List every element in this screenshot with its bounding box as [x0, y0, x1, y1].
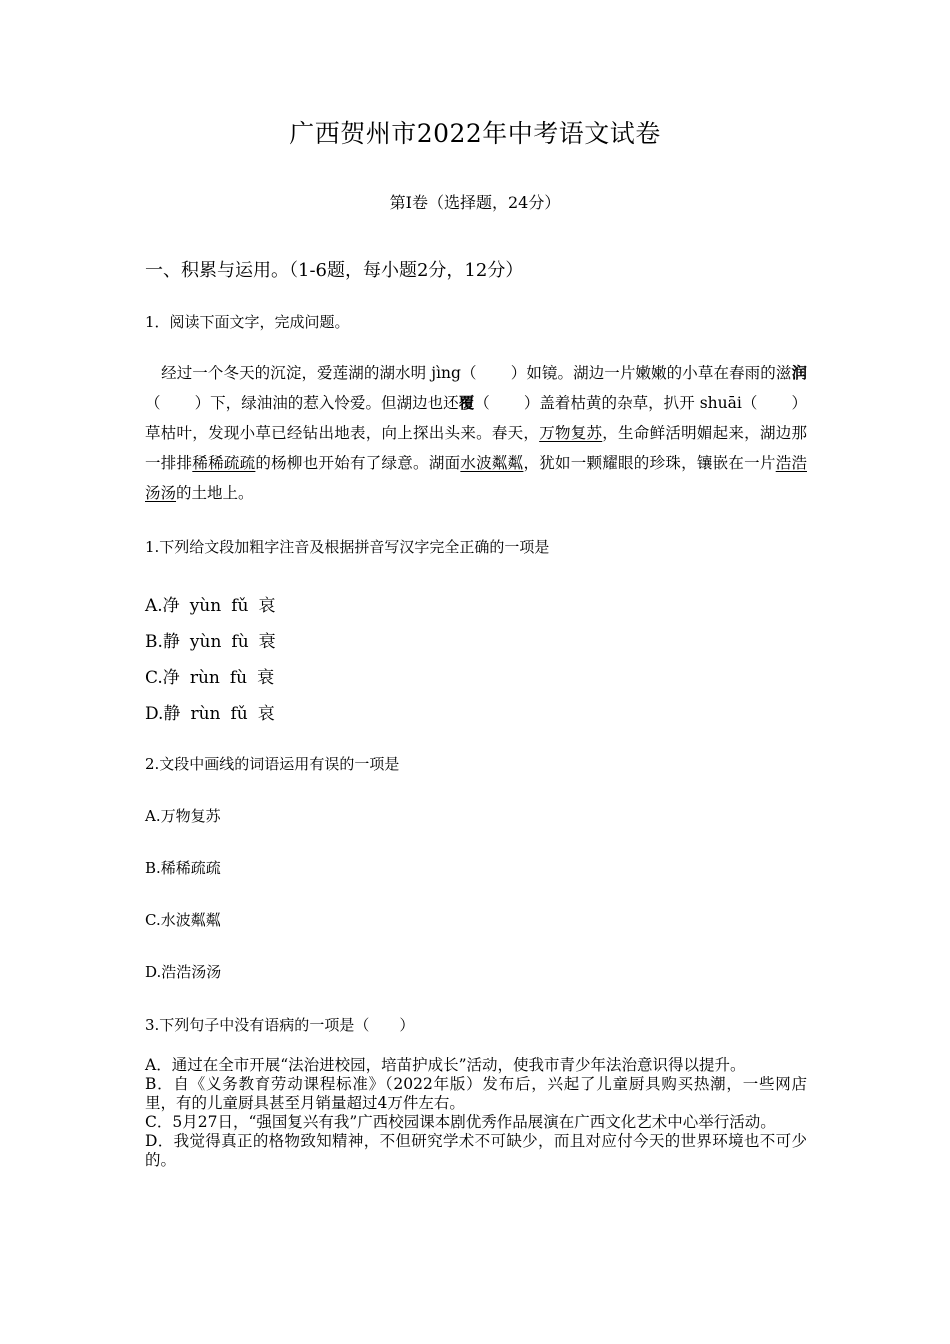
passage-text: （	[474, 394, 490, 412]
question-intro: 1．阅读下面文字，完成问题。	[145, 313, 350, 331]
bold-char: 覆	[458, 393, 475, 412]
reading-passage	[145, 358, 807, 508]
underlined-word: 万物复苏	[539, 424, 603, 442]
section-heading: 一、积累与运用。（1-6题，每小题2分，12分）	[145, 260, 524, 281]
option-pinyin: fǔ	[230, 704, 248, 724]
option-char: 衰	[257, 668, 275, 688]
question-2-option: D.浩浩汤汤	[145, 963, 222, 981]
passage-text: ，犹如一颗耀眼的珍珠，镶嵌在一片	[523, 454, 776, 472]
question-1-stem: 1.下列给文段加粗字注音及根据拼音写汉字完全正确的一项是	[145, 538, 550, 556]
question-3-stem: 3.下列句子中没有语病的一项是（ ）	[145, 1016, 415, 1034]
question-3-option: D．我觉得真正的格物致知精神，不但研究学术不可缺少，而且对应付今天的世界环境也不可少的。	[145, 1132, 807, 1169]
question-2-option: B.稀稀疏疏	[145, 859, 221, 877]
passage-text: 的杨柳也开始有了绿意。湖面	[255, 454, 461, 472]
option-char: 哀	[258, 596, 276, 616]
bold-char: 润	[791, 363, 807, 382]
passage-text: （	[145, 394, 161, 412]
question-1-option	[145, 663, 274, 688]
option-pinyin: yùn	[189, 632, 222, 652]
underlined-word: 稀稀疏疏	[192, 454, 256, 472]
question-2-option: A.万物复苏	[145, 807, 221, 825]
option-label: D.静	[145, 704, 181, 724]
passage-text: ）草枯叶，发现小草已经钻出地表，向上探出头来。春天，	[145, 394, 807, 442]
option-label: C.净	[145, 668, 180, 688]
option-pinyin: yùn	[189, 596, 222, 616]
question-3-option: B．自《义务教育劳动课程标准》（2022年版）发布后，兴起了儿童厨具购买热潮，一些网店里，有的儿童厨具甚至月销量超过4万件左右。	[145, 1075, 807, 1112]
question-1-option	[145, 699, 275, 724]
option-label: B.静	[145, 632, 180, 652]
question-3-option: C．5月27日，“强国复兴有我”广西校园课本剧优秀作品展演在广西文化艺术中心举行活动。	[145, 1113, 776, 1131]
option-char: 衰	[258, 632, 276, 652]
option-pinyin: fǔ	[231, 596, 249, 616]
question-3-options	[145, 1056, 807, 1170]
option-pinyin: fù	[231, 632, 249, 652]
option-char: 哀	[257, 704, 275, 724]
question-1-option	[145, 627, 276, 652]
page-subtitle: 第Ⅰ卷（选择题，24分）	[389, 193, 561, 212]
question-1-option	[145, 591, 275, 616]
option-label: A.净	[145, 596, 180, 616]
passage-text: ）如镜。湖边一片嫩嫩的小草在春雨的滋	[510, 364, 792, 382]
passage-text: ，生命鲜活明媚起来，湖边那一排排	[145, 424, 807, 472]
passage-text: ）下，绿油油的惹入怜爱。但湖边也还	[194, 394, 459, 412]
option-pinyin: rùn	[190, 704, 221, 724]
page-title: 广西贺州市2022年中考语文试卷	[289, 119, 661, 148]
passage-text: ）盖着枯黄的杂草，扒开 shuāi（	[523, 394, 758, 412]
underlined-word: 浩浩汤汤	[145, 454, 807, 502]
question-3-option: A．通过在全市开展“法治进校园，培苗护成长”活动，使我市青少年法治意识得以提升。	[145, 1056, 746, 1074]
underlined-word: 水波粼粼	[460, 454, 524, 472]
option-pinyin: fù	[229, 668, 248, 688]
question-2-option: C.水波粼粼	[145, 911, 221, 929]
option-pinyin: rùn	[189, 668, 220, 688]
passage-text: 经过一个冬天的沉淀，爱莲湖的湖水明 jìng（	[161, 364, 477, 382]
question-2-stem: 2.文段中画线的词语运用有误的一项是	[145, 755, 400, 773]
passage-text: 的土地上。	[176, 484, 254, 502]
